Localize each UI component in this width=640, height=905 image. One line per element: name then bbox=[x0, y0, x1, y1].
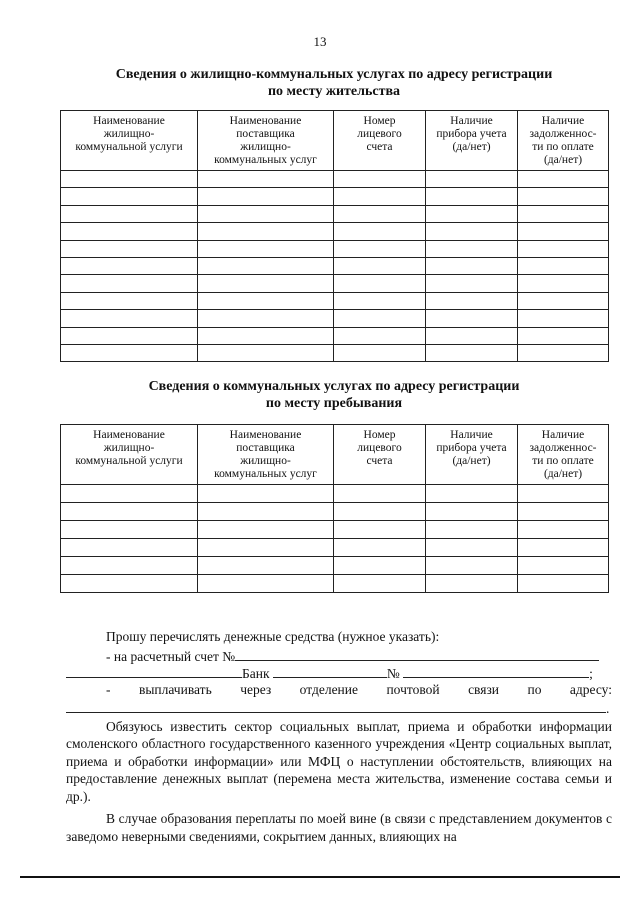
table-cell[interactable] bbox=[518, 171, 609, 188]
table-cell[interactable] bbox=[518, 344, 609, 361]
table-cell[interactable] bbox=[518, 327, 609, 344]
table-cell[interactable] bbox=[518, 485, 609, 503]
address-line: . bbox=[66, 698, 612, 716]
table-row bbox=[61, 310, 609, 327]
table-cell[interactable] bbox=[518, 539, 609, 557]
table-cell[interactable] bbox=[518, 310, 609, 327]
section1-title-line1: Сведения о жилищно-коммунальных услугах по адресу регистрации bbox=[115, 67, 553, 82]
stay-services-table bbox=[60, 424, 609, 593]
table-cell[interactable] bbox=[198, 223, 334, 240]
table-cell[interactable] bbox=[518, 521, 609, 539]
bank-account-field[interactable] bbox=[403, 663, 589, 678]
header-account-number: Номер лицевого счета bbox=[334, 111, 426, 171]
table-cell[interactable] bbox=[334, 223, 426, 240]
table-cell[interactable] bbox=[426, 205, 518, 222]
header-provider-name: Наименование поставщика жилищно- коммунальных услуг bbox=[198, 111, 334, 171]
recipient-field[interactable] bbox=[66, 663, 242, 678]
table-cell[interactable] bbox=[61, 327, 198, 344]
footer-rule bbox=[20, 876, 620, 878]
header-service-name: Наименование жилищно- коммунальной услуги bbox=[61, 425, 198, 485]
table-cell[interactable] bbox=[518, 292, 609, 309]
table-cell[interactable] bbox=[61, 344, 198, 361]
table-cell[interactable] bbox=[61, 310, 198, 327]
table-row bbox=[61, 275, 609, 292]
table-cell[interactable] bbox=[426, 521, 518, 539]
table-cell[interactable] bbox=[198, 539, 334, 557]
table-cell[interactable] bbox=[426, 275, 518, 292]
table-cell[interactable] bbox=[334, 327, 426, 344]
address-field[interactable] bbox=[66, 698, 606, 713]
table-cell[interactable] bbox=[426, 344, 518, 361]
table-row bbox=[61, 240, 609, 257]
table-cell[interactable] bbox=[198, 557, 334, 575]
table-row bbox=[61, 485, 609, 503]
housing-services-table bbox=[60, 110, 609, 362]
table-cell[interactable] bbox=[426, 539, 518, 557]
table-cell[interactable] bbox=[198, 503, 334, 521]
table-cell[interactable] bbox=[198, 575, 334, 593]
table-cell[interactable] bbox=[198, 188, 334, 205]
table-cell[interactable] bbox=[334, 205, 426, 222]
table-cell[interactable] bbox=[198, 171, 334, 188]
header-service-name: Наименование жилищно- коммунальной услуги bbox=[61, 111, 198, 171]
table-cell[interactable] bbox=[61, 292, 198, 309]
table-row bbox=[61, 557, 609, 575]
table-cell[interactable] bbox=[61, 485, 198, 503]
page-number: 13 bbox=[313, 34, 327, 49]
table-cell[interactable] bbox=[518, 503, 609, 521]
table-cell[interactable] bbox=[426, 575, 518, 593]
table-cell[interactable] bbox=[61, 521, 198, 539]
table-row bbox=[61, 205, 609, 222]
table-cell[interactable] bbox=[518, 188, 609, 205]
table-cell[interactable] bbox=[518, 223, 609, 240]
table-cell[interactable] bbox=[198, 310, 334, 327]
table-cell[interactable] bbox=[61, 539, 198, 557]
table-row bbox=[61, 292, 609, 309]
table-cell[interactable] bbox=[518, 257, 609, 274]
table-cell[interactable] bbox=[518, 557, 609, 575]
table-cell[interactable] bbox=[426, 327, 518, 344]
section1-title-line2: по месту жительства bbox=[267, 84, 401, 99]
header-account-number: Номер лицевого счета bbox=[334, 425, 426, 485]
account-number-field[interactable] bbox=[235, 646, 599, 661]
account-line bbox=[66, 646, 612, 664]
bank-name-field[interactable] bbox=[273, 663, 387, 678]
table-row bbox=[61, 188, 609, 205]
table-cell[interactable] bbox=[334, 171, 426, 188]
table-cell[interactable] bbox=[334, 292, 426, 309]
table-cell[interactable] bbox=[61, 275, 198, 292]
header-debt: Наличие задолженнос- ти по оплате (да/нет) bbox=[518, 425, 609, 485]
table-cell[interactable] bbox=[198, 521, 334, 539]
table-cell[interactable] bbox=[61, 205, 198, 222]
table-cell[interactable] bbox=[198, 344, 334, 361]
table-cell[interactable] bbox=[334, 188, 426, 205]
table-cell[interactable] bbox=[334, 344, 426, 361]
semicolon: ; bbox=[589, 666, 593, 681]
table-cell[interactable] bbox=[334, 485, 426, 503]
table-cell[interactable] bbox=[334, 240, 426, 257]
header-meter: Наличие прибора учета (да/нет) bbox=[426, 111, 518, 171]
table-cell[interactable] bbox=[61, 257, 198, 274]
section1-title bbox=[60, 66, 608, 100]
table-cell[interactable] bbox=[426, 223, 518, 240]
header-debt: Наличие задолженнос- ти по оплате (да/нет) bbox=[518, 111, 609, 171]
table-cell[interactable] bbox=[61, 171, 198, 188]
table-cell[interactable] bbox=[426, 188, 518, 205]
table-cell[interactable] bbox=[334, 310, 426, 327]
table-row bbox=[61, 539, 609, 557]
table-cell[interactable] bbox=[426, 292, 518, 309]
table-cell[interactable] bbox=[198, 240, 334, 257]
table-row bbox=[61, 521, 609, 539]
header-provider-name: Наименование поставщика жилищно- коммунальных услуг bbox=[198, 425, 334, 485]
table-cell[interactable] bbox=[198, 327, 334, 344]
table-cell[interactable] bbox=[426, 310, 518, 327]
table-row bbox=[61, 257, 609, 274]
table-cell[interactable] bbox=[198, 257, 334, 274]
table-cell[interactable] bbox=[518, 275, 609, 292]
bank-line bbox=[66, 663, 612, 681]
table-cell[interactable] bbox=[198, 485, 334, 503]
table-cell[interactable] bbox=[334, 575, 426, 593]
table-row bbox=[61, 575, 609, 593]
table-header-row bbox=[61, 111, 609, 171]
account-label: - на расчетный счет № bbox=[106, 648, 236, 664]
section2-title-line1: Сведения о коммунальных услугах по адресу регистрации bbox=[148, 379, 520, 394]
obligation-paragraph: Обязуюсь известить сектор социальных выплат, приема и обработки информации смоленского областного государственного казенного учреждения «Центр социальных выплат, приема и обработки информации» или МФЦ о наступлении обстоятельств, влияющих на предоставление денежных выплат (перемена места жительства, изменение состава семьи и др.). bbox=[66, 718, 612, 804]
table-cell[interactable] bbox=[334, 557, 426, 575]
table-cell[interactable] bbox=[518, 205, 609, 222]
table-cell[interactable] bbox=[426, 171, 518, 188]
post-line: - выплачивать через отделение почтовой связи по адресу: bbox=[106, 681, 612, 697]
table-row bbox=[61, 327, 609, 344]
table-cell[interactable] bbox=[426, 557, 518, 575]
table-cell[interactable] bbox=[334, 521, 426, 539]
table-cell[interactable] bbox=[426, 485, 518, 503]
section2-title-line2: по месту пребывания bbox=[265, 396, 403, 411]
table-cell[interactable] bbox=[518, 575, 609, 593]
table-cell[interactable] bbox=[61, 503, 198, 521]
request-line bbox=[66, 628, 612, 646]
table-cell[interactable] bbox=[198, 292, 334, 309]
table-cell[interactable] bbox=[334, 275, 426, 292]
table-cell[interactable] bbox=[518, 240, 609, 257]
table-cell[interactable] bbox=[334, 539, 426, 557]
section2-title bbox=[60, 378, 608, 412]
payment-form bbox=[66, 628, 612, 845]
table-cell[interactable] bbox=[61, 188, 198, 205]
table-cell[interactable] bbox=[198, 275, 334, 292]
table-cell[interactable] bbox=[61, 240, 198, 257]
table-cell[interactable] bbox=[198, 205, 334, 222]
request-text: Прошу перечислять денежные средства (нужное указать): bbox=[106, 629, 440, 644]
table-cell[interactable] bbox=[61, 557, 198, 575]
bank-number-sign: № bbox=[386, 666, 400, 681]
table-cell[interactable] bbox=[426, 257, 518, 274]
table-header-row bbox=[61, 425, 609, 485]
table-cell[interactable] bbox=[61, 575, 198, 593]
table-row bbox=[61, 344, 609, 361]
table-cell[interactable] bbox=[61, 223, 198, 240]
table-cell[interactable] bbox=[334, 257, 426, 274]
table-row bbox=[61, 223, 609, 240]
table-row bbox=[61, 171, 609, 188]
table-cell[interactable] bbox=[334, 503, 426, 521]
overpayment-paragraph: В случае образования переплаты по моей вине (в связи с представлением документов с заведомо неверными сведениями, сокрытием данных, влияющих на bbox=[66, 811, 612, 844]
table-cell[interactable] bbox=[426, 240, 518, 257]
bank-label: Банк bbox=[242, 666, 270, 681]
table-cell[interactable] bbox=[426, 503, 518, 521]
table-row bbox=[61, 503, 609, 521]
header-meter: Наличие прибора учета (да/нет) bbox=[426, 425, 518, 485]
